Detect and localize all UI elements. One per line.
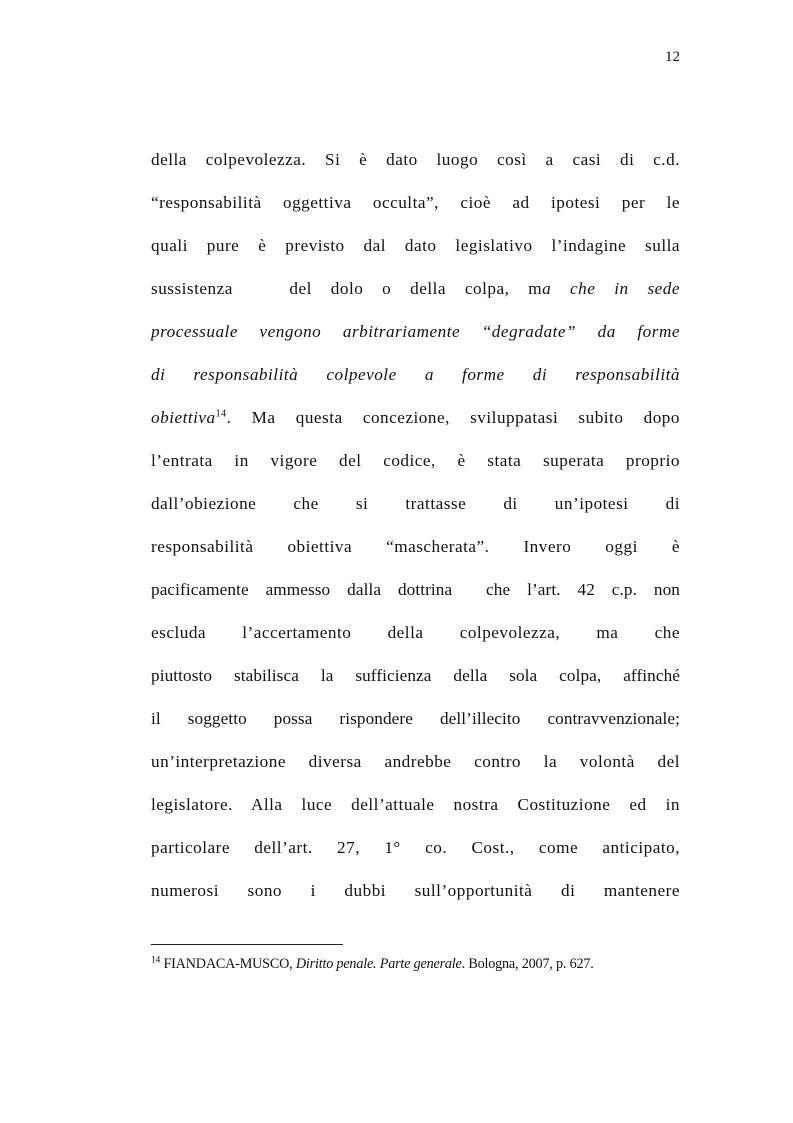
text-segment: un’interpretazione diversa andrebbe contro la volontà del [151,752,680,771]
text-segment: della colpevolezza. Si è dato luogo così a casi di c.d. [151,150,680,169]
text-segment: quali pure è previsto dal dato legislativo l’indagine sulla [151,236,680,255]
body-line [151,317,680,360]
body-line [151,403,680,446]
footnote-publication: . Bologna, 2007, p. 627. [461,956,594,972]
italic-text: obiettiva [151,408,216,427]
italic-text: processuale vengono arbitrariamente “degradate” da forme [151,322,680,341]
text-segment: dall’obiezione che si trattasse di un’ipotesi di [151,494,680,513]
text-segment: escluda l’accertamento della colpevolezza, ma che [151,623,680,642]
italic-text: di responsabilità colpevole a forme di responsabilità [151,365,680,384]
text-segment: legislatore. Alla luce dell’attuale nostra Costituzione ed in [151,795,680,814]
footnote [151,954,691,974]
footnote-author: FIANDACA-MUSCO, [163,956,296,972]
text-segment: pacificamente ammesso dalla dottrina che l’art. 42 c.p. non [151,580,680,599]
body-line [151,747,680,790]
page-number: 12 [665,49,680,65]
body-line [151,188,680,231]
body-line [151,489,680,532]
footnote-separator [151,944,343,945]
body-line [151,274,680,317]
body-line [151,790,680,833]
body-text [151,145,680,919]
body-line [151,704,680,747]
footnote-marker: 14 [151,955,161,966]
body-line [151,532,680,575]
footnote-reference[interactable]: 14 [215,408,227,420]
body-line [151,618,680,661]
text-segment: numerosi sono i dubbi sull’opportunità di mantenere [151,881,680,900]
body-line [151,446,680,489]
text-segment: “responsabilità oggettiva occulta”, cioè ad ipotesi per le [151,193,680,212]
text-segment: piuttosto stabilisca la sufficienza della sola colpa, affinché [151,666,680,685]
body-line [151,360,680,403]
text-segment: . Ma questa concezione, sviluppatasi subito dopo [226,408,680,427]
text-segment: l’entrata in vigore del codice, è stata superata proprio [151,451,680,470]
body-line [151,876,680,919]
text-segment: sussistenza del dolo o della colpa, m [151,279,543,298]
body-line [151,661,680,704]
text-segment: il soggetto possa rispondere dell’illecito contravvenzionale; [151,709,680,728]
footnote-title: Diritto penale. Parte generale [295,956,462,972]
text-segment: particolare dell’art. 27, 1° co. Cost., come anticipato, [151,838,680,857]
body-line [151,575,680,618]
italic-text: a che in sede [542,279,680,298]
text-segment: responsabilità obiettiva “mascherata”. Invero oggi è [151,537,680,556]
body-line [151,145,680,188]
body-line [151,833,680,876]
body-line [151,231,680,274]
